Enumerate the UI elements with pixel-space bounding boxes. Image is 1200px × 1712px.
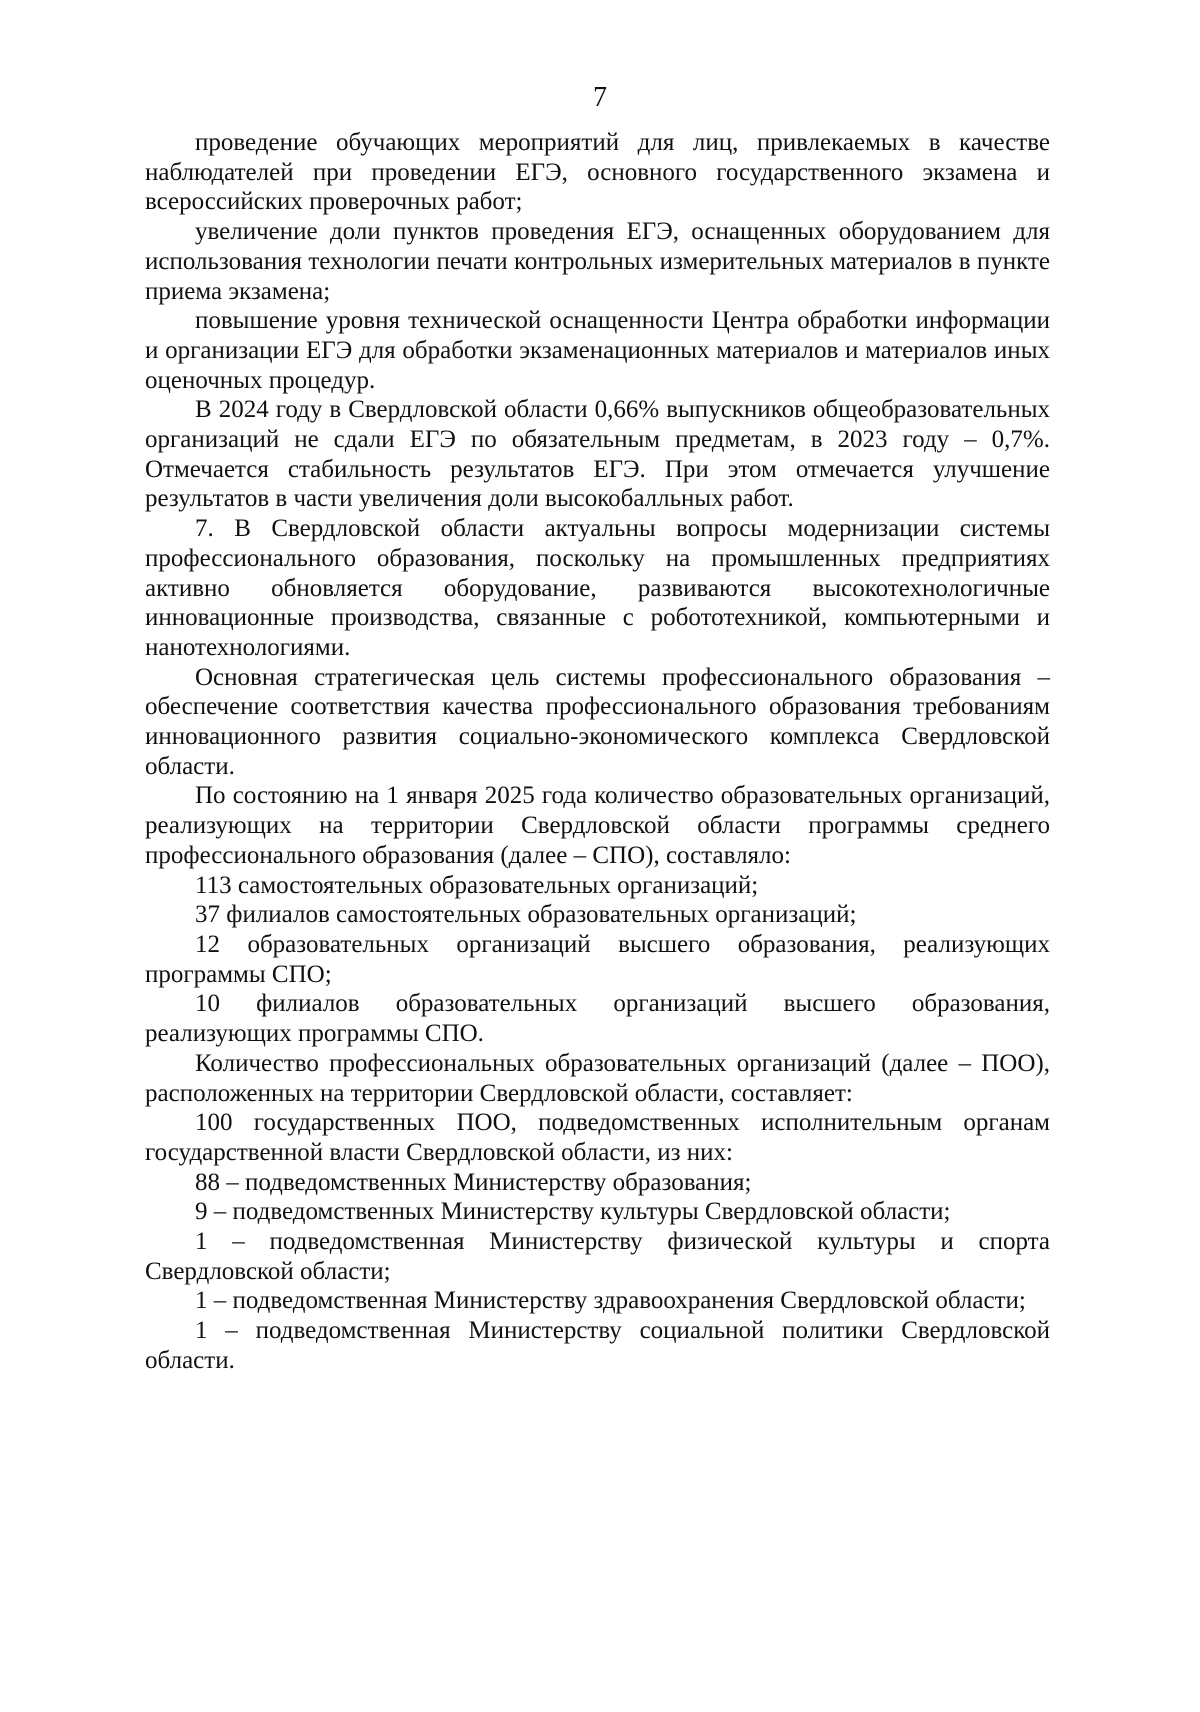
paragraph: По состоянию на 1 января 2025 года количество образовательных организаций, реализующих на территории Свердловской области программы среднего профессионального образования (далее – СПО), составляло: xyxy=(145,782,1050,869)
paragraph: В 2024 году в Свердловской области 0,66% выпускников общеобразовательных организаций не сдали ЕГЭ по обязательным предметам, в 2023 году – 0,7%. Отмечается стабильность результатов ЕГЭ. При этом отмечается улучшение результатов в части увеличения доли высокобалльных работ. xyxy=(145,396,1050,513)
paragraph: 113 самостоятельных образовательных организаций; xyxy=(195,871,759,899)
paragraph: 1 – подведомственная Министерству физической культуры и спорта Свердловской области; xyxy=(145,1228,1050,1285)
page-number: 7 xyxy=(593,82,607,113)
document-body xyxy=(145,128,1050,1376)
paragraph: Основная стратегическая цель системы профессионального образования – обеспечение соответствия качества профессионального образования требованиям инновационного развития социально-экономического комплекса Свердловской области. xyxy=(145,663,1050,780)
paragraph: 9 – подведомственных Министерству культуры Свердловской области; xyxy=(195,1198,951,1226)
paragraph: 1 – подведомственная Министерству здравоохранения Свердловской области; xyxy=(195,1287,1026,1315)
paragraph: 88 – подведомственных Министерству образования; xyxy=(195,1168,752,1196)
paragraph: Количество профессиональных образовательных организаций (далее – ПОО), расположенных на территории Свердловской области, составляет: xyxy=(145,1049,1050,1107)
paragraph: 37 филиалов самостоятельных образовательных организаций; xyxy=(195,901,857,929)
paragraph: 1 – подведомственная Министерству социальной политики Свердловской области. xyxy=(145,1317,1050,1374)
paragraph: проведение обучающих мероприятий для лиц, привлекаемых в качестве наблюдателей при проведении ЕГЭ, основного государственного экзамена и всероссийских проверочных работ; xyxy=(145,129,1050,216)
paragraph: повышение уровня технической оснащенности Центра обработки информации и организации ЕГЭ для обработки экзаменационных материалов и материалов иных оценочных процедур. xyxy=(145,307,1050,394)
paragraph: 10 филиалов образовательных организаций высшего образования, реализующих программы СПО. xyxy=(145,990,1050,1048)
paragraph: 100 государственных ПОО, подведомственных исполнительным органам государственной власти Свердловской области, из них: xyxy=(145,1109,1050,1166)
paragraph: увеличение доли пунктов проведения ЕГЭ, оснащенных оборудованием для использования технологии печати контрольных измерительных материалов в пункте приема экзамена; xyxy=(145,218,1050,305)
paragraph: 12 образовательных организаций высшего образования, реализующих программы СПО; xyxy=(145,930,1050,988)
paragraph: 7. В Свердловской области актуальны вопросы модернизации системы профессионального образования, поскольку на промышленных предприятиях активно обновляется оборудование, развиваются высокотехнологичные инновационные производства, связанные с робототехникой, компьютерными и нанотехнологиями. xyxy=(145,515,1050,661)
